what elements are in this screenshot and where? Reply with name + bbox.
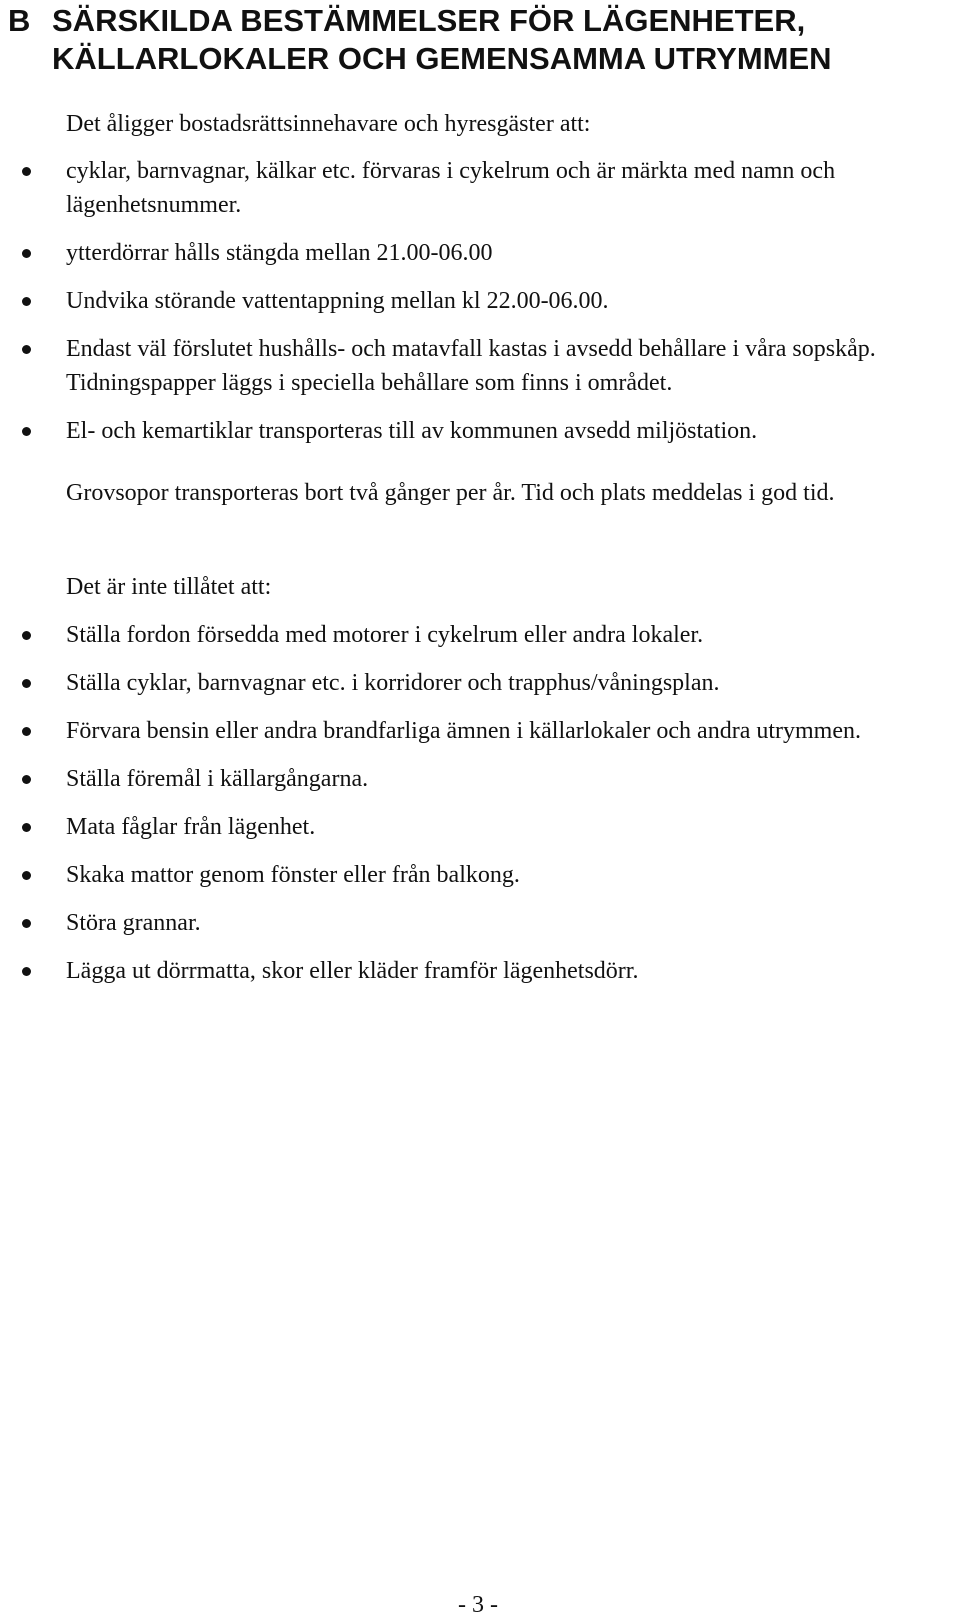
list-item [0,762,950,796]
list-item [0,236,950,270]
list-item [0,332,950,400]
list-item-text: cyklar, barnvagnar, kälkar etc. förvaras i cykelrum och är märkta med namn och lägenhetsnummer. [66,158,836,218]
list-item [0,858,950,892]
section-letter: B [8,3,31,38]
obligations-note: Grovsopor transporteras bort två gånger per år. Tid och plats meddelas i god tid. [66,480,835,506]
obligations-list [0,154,950,462]
bullet-icon [22,167,31,176]
list-item [0,906,950,940]
list-item [0,666,950,700]
page-number: - 3 - [458,1592,498,1618]
list-item-text: Mata fåglar från lägenhet. [66,814,316,840]
list-item-text: Endast väl förslutet hushålls- och matavfall kastas i avsedd behållare i våra sopskåp. Tidningspapper läggs i speciella behållare som finns i området. [66,336,876,396]
bullet-icon [22,871,31,880]
prohibitions-list [0,618,950,1002]
list-item-text: Störa grannar. [66,910,201,936]
list-item [0,618,950,652]
list-item-text: El- och kemartiklar transporteras till av kommunen avsedd miljöstation. [66,418,758,444]
list-item-text: Ställa fordon försedda med motorer i cykelrum eller andra lokaler. [66,622,704,648]
prohibitions-intro: Det är inte tillåtet att: [66,574,272,600]
list-item-text: Skaka mattor genom fönster eller från balkong. [66,862,520,888]
bullet-icon [22,823,31,832]
bullet-icon [22,919,31,928]
bullet-icon [22,345,31,354]
list-item-text: Lägga ut dörrmatta, skor eller kläder framför lägenhetsdörr. [66,958,639,984]
list-item-text: Förvara bensin eller andra brandfarliga ämnen i källarlokaler och andra utrymmen. [66,718,861,744]
list-item [0,284,950,318]
list-item-text: Ställa föremål i källargångarna. [66,766,369,792]
list-item-text: Undvika störande vattentappning mellan kl 22.00-06.00. [66,288,609,314]
list-item [0,810,950,844]
bullet-icon [22,427,31,436]
bullet-icon [22,249,31,258]
list-item [0,714,950,748]
bullet-icon [22,297,31,306]
bullet-icon [22,775,31,784]
list-item [0,414,950,448]
bullet-icon [22,679,31,688]
list-item-text: ytterdörrar hålls stängda mellan 21.00-06.00 [66,240,493,266]
list-item-text: Ställa cyklar, barnvagnar etc. i korridorer och trapphus/våningsplan. [66,670,720,696]
list-item [0,154,950,222]
bullet-icon [22,631,31,640]
bullet-icon [22,967,31,976]
bullet-icon [22,727,31,736]
section-title: SÄRSKILDA BESTÄMMELSER FÖR LÄGENHETER, KÄLLARLOKALER OCH GEMENSAMMA UTRYMMEN [52,3,832,76]
obligations-intro: Det åligger bostadsrättsinnehavare och hyresgäster att: [66,111,591,137]
list-item [0,954,950,988]
